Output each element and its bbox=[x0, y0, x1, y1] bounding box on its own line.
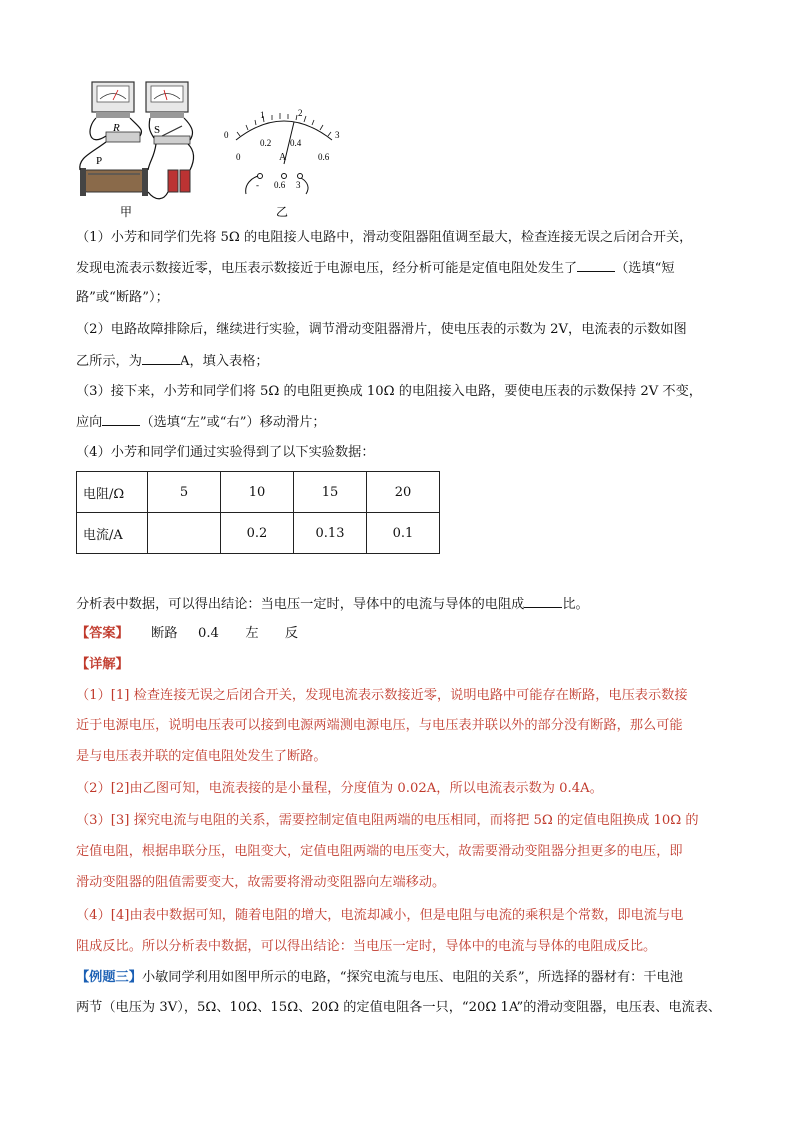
table-cell: 15 bbox=[294, 472, 367, 513]
example-label: 【例题三】 bbox=[76, 970, 142, 985]
detail-p3-line1: （3）[3] 探究电流与电阻的关系，需要控制定值电阻两端的电压相同，而将把 5Ω 的定值电阻换成 10Ω 的 bbox=[76, 813, 699, 828]
q3-line2-a: 应向 bbox=[76, 415, 103, 430]
q4-line1: （4）小芳和同学们通过实验得到了以下实验数据： bbox=[76, 445, 375, 460]
table-cell: 0.2 bbox=[221, 513, 294, 554]
table-cell: 10 bbox=[221, 472, 294, 513]
label-s: S bbox=[154, 124, 161, 136]
q1-line3: 路”或“断路”）； bbox=[76, 290, 169, 305]
circuit-diagram bbox=[70, 78, 370, 218]
q2-blank[interactable] bbox=[142, 351, 180, 365]
detail-p4-line1: （4）[4]由表中数据可知，随着电阻的增大，电流却减小，但是电阻与电流的乘积是个常数，即电流与电 bbox=[76, 908, 684, 923]
table-cell: 5 bbox=[148, 472, 221, 513]
scale-outer-0: 0 bbox=[224, 130, 229, 140]
example-line2: 两节（电压为 3V），5Ω、10Ω、15Ω、20Ω 的定值电阻各一只，“20Ω 1A”的滑动变阻器，电压表、电流表、 bbox=[76, 1000, 722, 1015]
scale-outer-2: 2 bbox=[298, 108, 303, 118]
scale-inner-0: 0 bbox=[236, 152, 241, 162]
scale-inner-3: 0.6 bbox=[318, 152, 330, 162]
answer-value-1: 断路 bbox=[151, 626, 178, 641]
detail-label: 【详解】 bbox=[76, 657, 129, 672]
answer-value-3: 左 bbox=[245, 626, 259, 641]
q3-line2 bbox=[76, 412, 326, 433]
voltmeter-photo bbox=[92, 82, 134, 118]
conclusion-b: 比。 bbox=[562, 597, 589, 612]
table-row bbox=[77, 472, 440, 513]
q1-line2 bbox=[76, 258, 675, 279]
figure-label-jia: 甲 bbox=[120, 205, 133, 218]
q1-blank[interactable] bbox=[577, 258, 615, 272]
answer-value-2: 0.4 bbox=[197, 626, 219, 641]
example-text1: 小敏同学利用如图甲所示的电路，“探究电流与电压、电阻的关系”，所选择的器材有：干电池 bbox=[141, 970, 683, 985]
label-r: R bbox=[113, 122, 120, 134]
scale-outer-3: 3 bbox=[335, 130, 340, 140]
q2-line2-a: 乙所示，为 bbox=[76, 354, 142, 369]
conclusion-blank[interactable] bbox=[524, 594, 562, 608]
scale-outer-1: 1 bbox=[260, 110, 265, 120]
detail-p2-line1: （2）[2]由乙图可知，电流表接的是小量程，分度值为 0.02A，所以电流表示数为 0.4A。 bbox=[76, 781, 603, 796]
terminal-06: 0.6 bbox=[274, 180, 286, 190]
answer-value-4: 反 bbox=[284, 626, 299, 641]
table-cell-head: 电流/A bbox=[77, 513, 148, 554]
scale-unit: A bbox=[279, 152, 287, 163]
conclusion-line bbox=[76, 594, 589, 615]
detail-p1-line3: 是与电压表并联的定值电阻处发生了断路。 bbox=[76, 749, 327, 764]
answer-line bbox=[76, 624, 298, 644]
table-cell-head: 电阻/Ω bbox=[77, 472, 148, 513]
q1-line2-a: 发现电流表示数接近零，电压表示数接近于电源电压，经分析可能是定值电阻处发生了 bbox=[76, 261, 578, 276]
example-line1 bbox=[76, 968, 683, 988]
answer-label: 【答案】 bbox=[76, 626, 129, 641]
detail-p4-line2: 阻成反比。所以分析表中数据，可以得出结论：当电压一定时，导体中的电流与导体的电阻成反比。 bbox=[76, 939, 657, 954]
conclusion-a: 分析表中数据，可以得出结论：当电压一定时，导体中的电流与导体的电阻成 bbox=[76, 597, 525, 612]
detail-p1-line2: 近于电源电压，说明电压表可以接到电源两端测电源电压，与电压表并联以外的部分没有断路，那么可能 bbox=[76, 718, 683, 733]
table-row bbox=[77, 513, 440, 554]
ammeter-photo bbox=[146, 82, 188, 118]
q3-line1: （3）接下来，小芳和同学们将 5Ω 的电阻更换成 10Ω 的电阻接入电路，要使电压表的示数保持 2V 不变， bbox=[76, 384, 702, 399]
detail-p3-line3: 滑动变阻器的阻值需要变大，故需要将滑动变阻器向左端移动。 bbox=[76, 875, 446, 890]
table-cell: 0.13 bbox=[294, 513, 367, 554]
q2-line1: （2）电路故障排除后，继续进行实验，调节滑动变阻器滑片，使电压表的示数为 2V，电流表的示数如图 bbox=[76, 322, 687, 337]
scale-inner-1: 0.2 bbox=[260, 138, 272, 148]
terminal-neg: - bbox=[256, 180, 259, 190]
terminal-3: 3 bbox=[296, 180, 301, 190]
q3-blank[interactable] bbox=[102, 412, 140, 426]
table-cell: 20 bbox=[367, 472, 440, 513]
q2-line2-b: A，填入表格； bbox=[179, 354, 269, 369]
figure-label-yi: 乙 bbox=[276, 205, 289, 218]
table-cell: 0.1 bbox=[367, 513, 440, 554]
q1-line1: （1）小芳和同学们先将 5Ω 的电阻接人电路中，滑动变阻器阻值调至最大，检查连接无误之后闭合开关， bbox=[76, 230, 693, 245]
q3-line2-b: （选填“左”或“右”）移动滑片； bbox=[140, 415, 326, 430]
battery-photo bbox=[168, 170, 190, 192]
detail-p3-line2: 定值电阻，根据串联分压，电阻变大，定值电阻两端的电压变大，故需要滑动变阻器分担更多的电压，即 bbox=[76, 844, 683, 859]
scale-inner-2: 0.4 bbox=[290, 138, 302, 148]
experiment-figure bbox=[70, 78, 370, 218]
ammeter-dial bbox=[224, 108, 340, 218]
detail-p1-line1: （1）[1] 检查连接无误之后闭合开关，发现电流表示数接近零，说明电路中可能存在断路，电压表示数接 bbox=[76, 688, 688, 703]
q2-line2 bbox=[76, 351, 269, 372]
data-table bbox=[76, 471, 440, 554]
q1-line2-b: （选填“短 bbox=[615, 261, 675, 276]
rheostat-photo bbox=[80, 168, 148, 196]
table-cell bbox=[148, 513, 221, 554]
label-p: P bbox=[96, 155, 103, 167]
